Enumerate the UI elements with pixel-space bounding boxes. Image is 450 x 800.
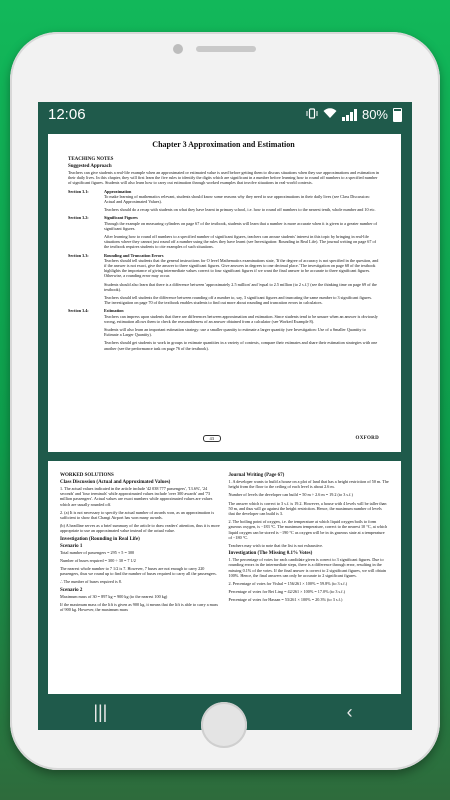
section-block: [68, 189, 379, 216]
signal-icon: [342, 109, 357, 121]
solution-text: 2. The boiling point of oxygen, i.e. the temperature at which liquid oxygen boils to form gaseous oxygen, is −183 °C. The maximum temperature, correct to the nearest 10 °C, at which liquid oxygen can be stored is −190 °C as oxygen will be in its gaseous state at a temperature of −180 °C.: [228, 519, 388, 540]
section-paragraph: Through the example on measuring cylinders on page 67 of the textbook, students will learn that a number is more accurate when it is given to a greater number of significant figures.: [104, 220, 378, 231]
status-icons: [306, 107, 402, 122]
solution-heading: Journal Writing (Page 67): [228, 473, 285, 478]
worked-solutions-title: WORKED SOLUTIONS: [60, 473, 114, 478]
section-paragraph: Teachers should tell students that the general instructions for O level Mathematics examinations state, 'If the degree of accuracy is not specified in the question, and if the answer is not exact, give the answer to three significant figures. Give answers in degrees to one decimal place.' The investigation on page 68 of the textbook highlights the importance of giving intermediate values correct to four significant figures if we want the final answer to be accurate to three significant figures. Otherwise, a rounding error may occur.: [104, 257, 379, 279]
section-label: Section 3.3:: [68, 252, 89, 258]
section-paragraph: To make learning of mathematics relevant, students should know some reasons why they need to use approximations in their daily lives (see Class Discussion: Actual and Approximated Values).: [104, 193, 370, 205]
section-paragraph: Students should also learn that there is a difference between 'approximately 2.5 million' and 'equal to 2.5 million (to 2 s.f.)' (see the thinking time on page 69 of the textbook).: [104, 281, 377, 292]
wifi-icon: [323, 107, 337, 122]
solution-heading: Scenario 1: [60, 543, 83, 549]
document-page-2[interactable]: [48, 461, 401, 694]
section-title: Rounding and Truncation Errors: [104, 252, 164, 258]
solution-text: Maximum mass of 30 = 897 kg = 900 kg (to the nearest 100 kg): [60, 593, 168, 599]
section-title: Approximation: [104, 188, 132, 194]
right-column: [229, 471, 390, 615]
section-label: Section 3.4:: [68, 308, 89, 314]
publisher-logo: OXFORD: [355, 436, 379, 441]
solution-heading: Investigation (Rounding in Real Life): [60, 536, 140, 542]
solution-text: 2. (a) It is not necessary to specify the actual number of awards won, as an approximation is sufficient to show that Changi Airport has won many awards.: [60, 509, 215, 521]
physical-home-button[interactable]: [201, 702, 247, 748]
solution-text: If the maximum mass of the lift is given as 900 kg, it means that the lift is able to carry a mass of 900 kg. However, the maximum mass: [60, 601, 219, 613]
earpiece-speaker: [196, 46, 256, 52]
solution-text: The answer which is correct to 3 s.f. is 19.2. However, a house with 4 levels will be taller than 50 m, and thus will go against the height restriction. Hence, the maximum number of levels that the developer can build is 3.: [228, 500, 387, 517]
section-block: [68, 308, 379, 353]
section-paragraph: After learning how to round off numbers to a specified number of significant figures, teachers can arouse students' interest in this topic by bringing in real-life situations where they cannot just round off a number using the rules they have learnt (see Investigation: Rounding in Real Life). The journal writing on page 67 of the textbook requires students to cite examples of such situations.: [104, 234, 376, 250]
solution-text: Total number of passengers = 295 + 5 = 300: [60, 549, 135, 555]
solution-text: Number of levels the developer can build = 50 m ÷ 2.6 m = 19.2 (to 3 s.f.): [228, 492, 353, 498]
section-label: Section 3.1:: [68, 188, 89, 194]
teaching-notes-heading: TEACHING NOTES: [68, 157, 114, 162]
solution-text: 2. Percentage of votes for Vishal = 156/261 × 100% = 59.8% (to 3 s.f.): [228, 581, 348, 587]
page-footer: [68, 435, 379, 442]
battery-percent: 80%: [361, 107, 388, 122]
section-label: Section 3.2:: [68, 215, 89, 221]
document-viewer[interactable]: [38, 127, 412, 694]
solution-heading: Class Discussion (Actual and Approximated Values): [60, 480, 171, 485]
solution-text: 1. The actual values indicated in the article include '42 038 777 passengers', '13.6%', '24 seconds' and 'four terminals' while approximated values include 'over 300 awards' and '73 million passengers'. Actual values are exact numbers while approximated values are values which are usually rounded off.: [60, 486, 213, 507]
front-camera: [173, 44, 183, 54]
section-title: Estimation: [104, 308, 124, 314]
chapter-title: Chapter 3 Approximation and Estimation: [152, 140, 295, 149]
section-block: [68, 215, 379, 252]
section-title: Significant Figures: [104, 215, 138, 221]
vibrate-icon: [306, 107, 318, 122]
section-paragraph: Teachers should tell students the difference between rounding off a number to, say, 3 significant figures and truncating the same number to 3 significant figures. The investigation on page 70 of the textbook enables students to find out more about rounding and truncation errors in calculators.: [104, 295, 373, 306]
solution-text: 1. A developer wants to build a house on a plot of land that has a height restriction of 50 m. The height from the floor to the ceiling of each level is about 2.6 m.: [228, 479, 389, 490]
sections-list: [68, 189, 379, 354]
back-button[interactable]: ‹: [346, 701, 353, 722]
solution-heading: Scenario 2: [60, 587, 83, 593]
section-paragraph: Teachers can impress upon students that there are differences between approximation and estimation. Since students tend to be unsure when an answer is obviously wrong, estimation allows them to check the reasonableness of an answer obtained from a calculator (see Worked Example 8).: [104, 313, 378, 324]
phone-frame: [10, 32, 440, 770]
solution-heading: Investigation (The Missing 0.1% Votes): [228, 551, 313, 557]
left-column: [60, 471, 221, 615]
page-number: 43: [203, 435, 222, 442]
recents-button[interactable]: |||: [93, 701, 108, 722]
status-bar: [38, 102, 412, 127]
section-paragraph: Students will also learn an important estimation strategy: use a smaller quantity to estimate a larger quantity (see Investigation: Use of a Smaller Quantity to Estimate a Larger Quantity).: [104, 327, 366, 338]
solution-text: Percentage of votes for Bei Ling = 42/261 × 100% = 17.0% (to 3 s.f.): [228, 589, 346, 595]
section-block: [68, 253, 379, 309]
battery-icon: [393, 108, 402, 122]
phone-screen: [38, 102, 412, 730]
intro-paragraph: Teachers can give students a real-life example when an approximated or estimated value is used before getting them to discuss situations when they use approximations and estimation in their daily lives. In this chapter, they will first learn the five rules to identify the digits which are significant in a number before learning how to round off numbers to a specified number of significant figures. Students will also learn how to carry out estimation through worked examples that involve situations in real-world contexts.: [68, 170, 380, 186]
solution-text: Number of buses required = 300 ÷ 30 = 7 1/2: [60, 557, 136, 563]
status-time: 12:06: [48, 106, 86, 123]
suggested-approach-heading: Suggested Approach: [68, 164, 112, 169]
solution-text: ∴ The number of buses required is 8.: [60, 579, 122, 585]
solution-text: (b) A headline serves as a brief summary of the article to draw readers' attention, thus it is more appropriate to use an approximated value instead of the actual value.: [60, 523, 220, 534]
section-paragraph: Teachers should do a recap with students on what they have learnt in primary school, i.e. how to round off numbers to the nearest tenth, whole number and 10 etc.: [104, 207, 376, 213]
solution-text: 1. The percentage of votes for each candidate given is correct to 3 significant figures. Due to rounding errors in the intermediate steps, there is a difference through error, resulting in the missing 0.1% of the votes. If the final answer is correct to 2 significant figures, we will obtain 100%. Hence, the final answers can only be accurate to 2 significant figures.: [228, 557, 386, 578]
solution-text: Percentage of votes for Hassan = 53/261 × 100% = 20.3% (to 3 s.f.): [228, 597, 343, 603]
document-page-1[interactable]: [48, 134, 401, 452]
solution-text: The nearest whole number to 7 1/2 is 7. However, 7 buses are not enough to carry 220 passengers, thus we round up to find the number of buses required to carry all the passengers.: [60, 566, 217, 577]
section-paragraph: Teachers should get students to work in groups to estimate quantities in a variety of contexts, compare their estimates and share their estimation strategies with one another (see the performance task on page 76 of the textbook).: [104, 340, 378, 351]
solution-text: Teachers may wish to note that the list is not exhaustive.: [228, 543, 323, 549]
